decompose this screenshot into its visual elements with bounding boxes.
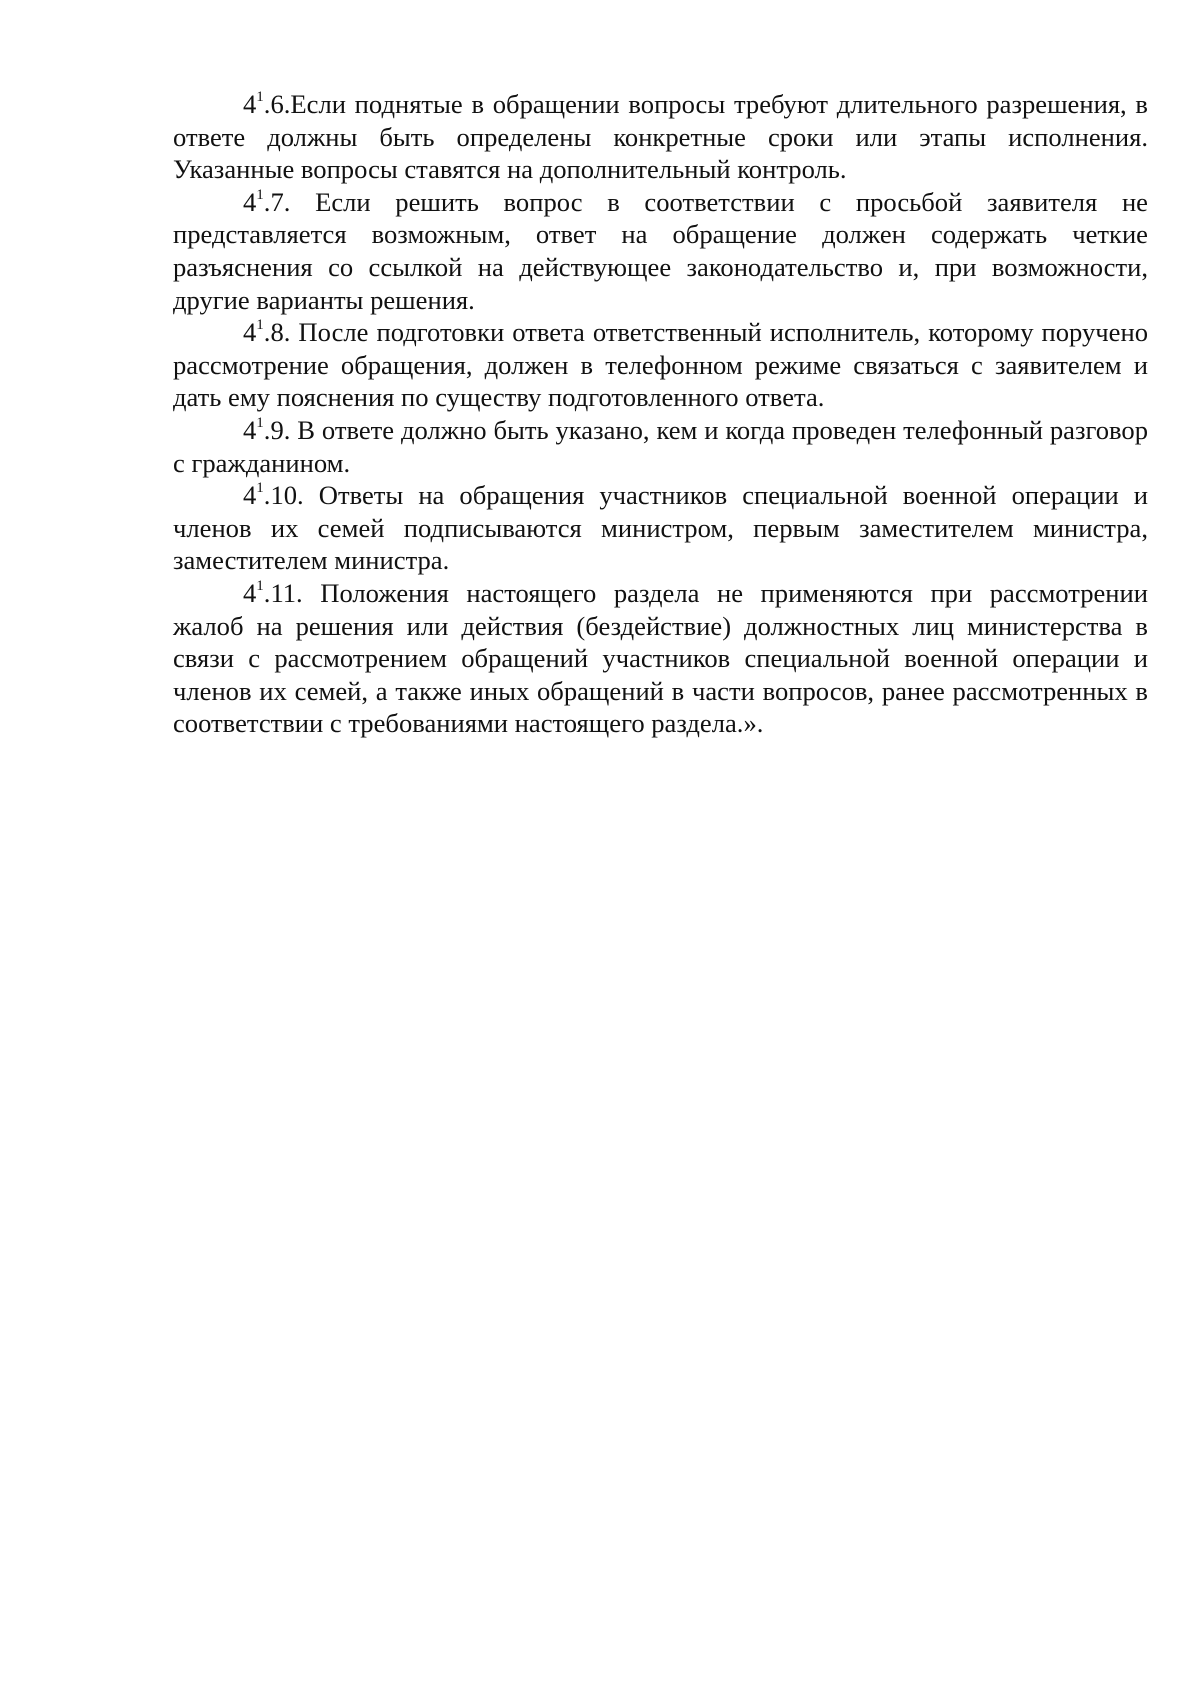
paragraph-text: Если решить вопрос в соответствии с просьбой заявителя не представляется возможным, ответ на обращение должен содержать четкие разъяснения со ссылкой на действующее законодательство и, при возможности, другие варианты решения. [173, 186, 1148, 315]
clause-number-superscript: 1 [256, 317, 264, 334]
paragraph-4-1-6 [173, 88, 1148, 186]
clause-number-superscript: 1 [256, 577, 264, 594]
paragraph-text: В ответе должно быть указано, кем и когда проведен телефонный разговор с гражданином. [173, 414, 1148, 478]
clause-number-base: 4 [243, 480, 257, 511]
clause-number-tail: .8. [263, 317, 299, 348]
paragraph-4-1-11 [173, 577, 1148, 740]
paragraph-text: После подготовки ответа ответственный исполнитель, которому поручено рассмотрение обращения, должен в телефонном режиме связаться с заявителем и дать ему пояснения по существу подготовленного ответа. [173, 317, 1148, 413]
clause-number-base: 4 [243, 89, 257, 119]
clause-number-superscript: 1 [256, 480, 264, 497]
paragraph-4-1-7 [173, 186, 1148, 316]
clause-number-tail: .11. [263, 577, 321, 608]
clause-number-base: 4 [243, 317, 257, 348]
clause-number-base: 4 [243, 186, 257, 217]
clause-number-base: 4 [243, 414, 257, 445]
clause-number-superscript: 1 [256, 186, 264, 203]
clause-number-tail: .10. [263, 480, 319, 511]
paragraph-text: Если поднятые в обращении вопросы требуют длительного разрешения, в ответе должны быть определены конкретные сроки или этапы исполнения. Указанные вопросы ставятся на дополнительный контроль. [173, 89, 1148, 185]
clause-number-base: 4 [243, 577, 257, 608]
clause-number-superscript: 1 [256, 414, 264, 431]
paragraph-4-1-10 [173, 479, 1148, 577]
paragraph-text: Положения настоящего раздела не применяются при рассмотрении жалоб на решения или действия (бездействие) должностных лиц министерства в связи с рассмотрением обращений участников специальной военной операции и членов их семей, а также иных обращений в части вопросов, ранее рассмотренных в соответствии с требованиями настоящего раздела.». [173, 577, 1148, 739]
paragraph-4-1-9 [173, 414, 1148, 479]
document-body [173, 88, 1148, 740]
clause-number-superscript: 1 [256, 89, 264, 105]
clause-number-tail: .6. [263, 89, 291, 119]
clause-number-tail: .9. [263, 414, 298, 445]
paragraph-text: Ответы на обращения участников специальной военной операции и членов их семей подписываются министром, первым заместителем министра, заместителем министра. [173, 480, 1148, 576]
clause-number-tail: .7. [263, 186, 316, 217]
paragraph-4-1-8 [173, 316, 1148, 414]
